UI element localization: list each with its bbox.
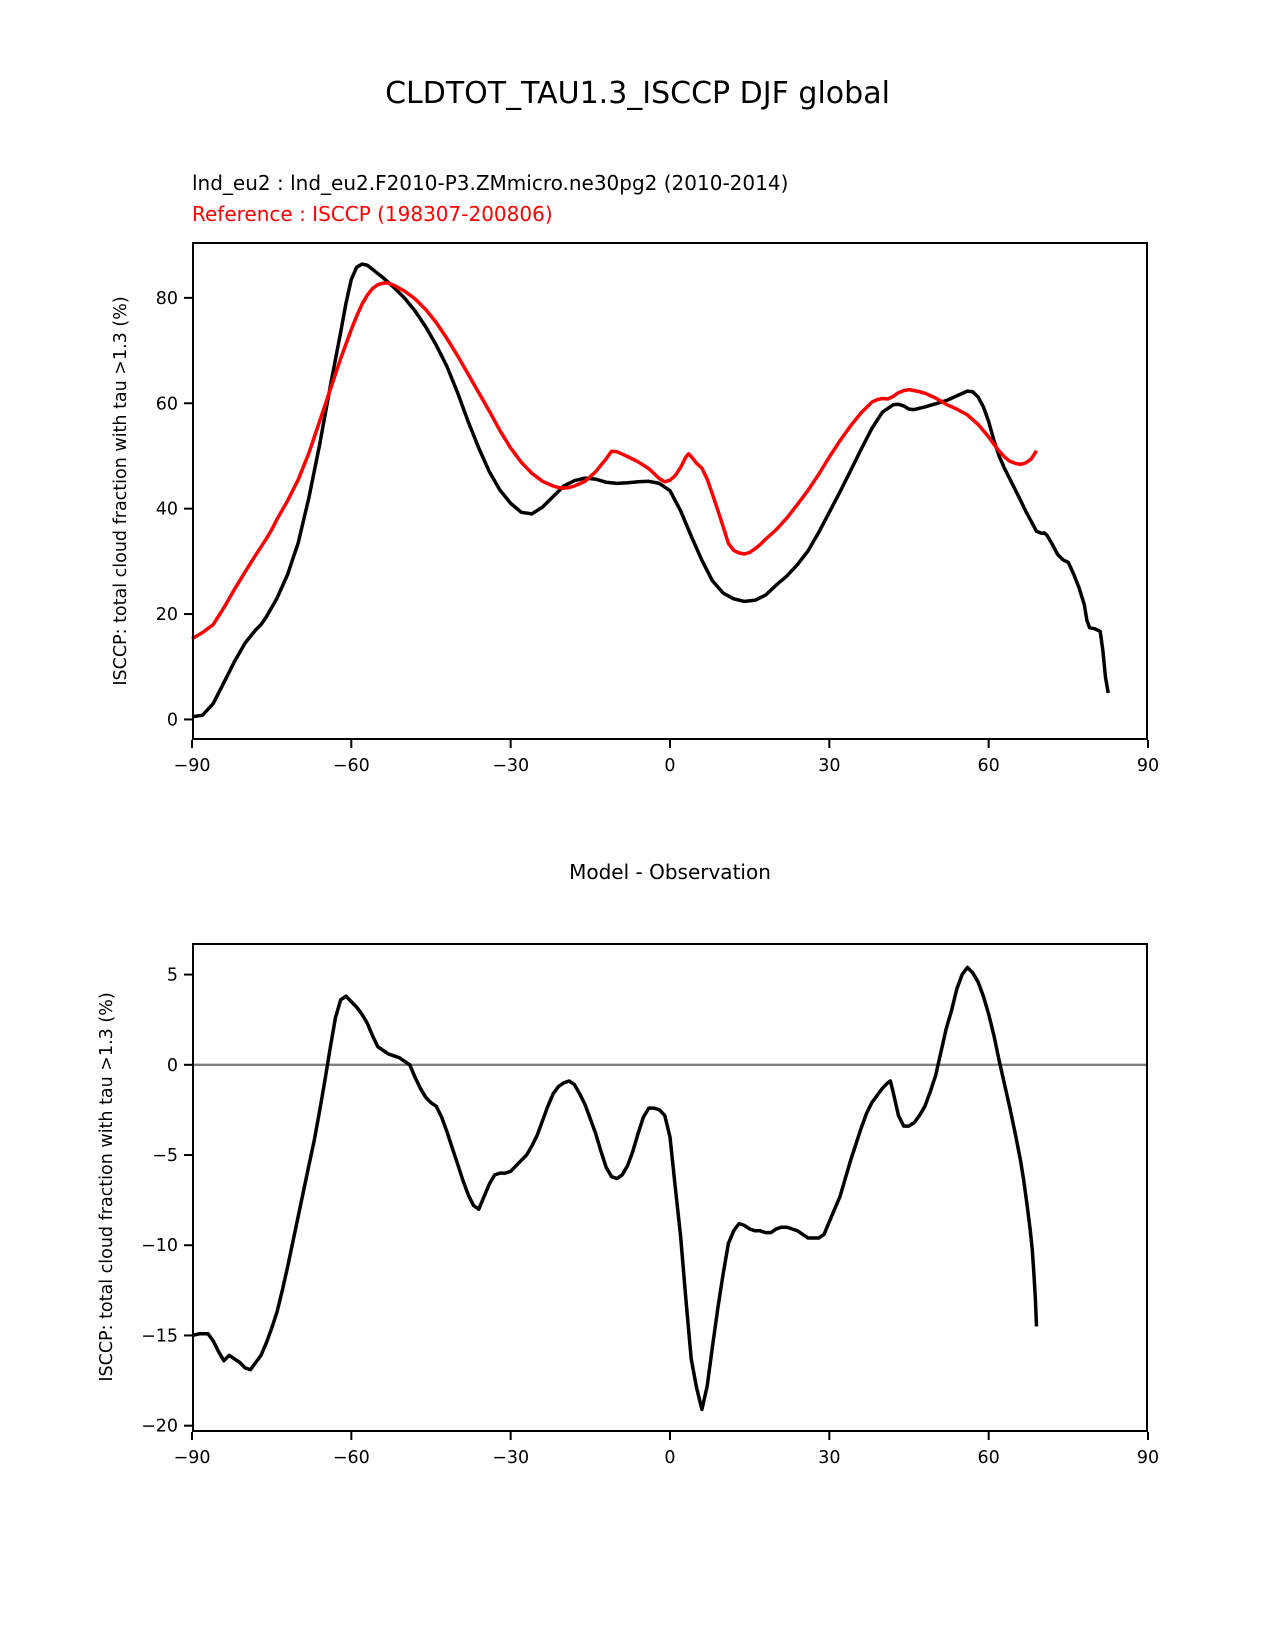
y-tick-label: 0	[166, 1055, 178, 1076]
y-tick-label: 80	[155, 288, 178, 309]
x-tick-label: −30	[492, 756, 530, 776]
y-tick-label: −15	[141, 1326, 178, 1347]
x-tick-label: 60	[977, 1448, 1000, 1468]
legend-reference-label: Reference : ISCCP (198307-200806)	[192, 202, 553, 226]
bottom-axes-canvas	[141, 943, 1160, 1468]
x-tick-label: −60	[332, 756, 370, 776]
legend-model-label: lnd_eu2 : lnd_eu2.F2010-P3.ZMmicro.ne30pg2 (2010-2014)	[192, 171, 789, 195]
series-line-0	[192, 967, 1037, 1409]
x-tick-label: −60	[332, 1448, 370, 1468]
y-tick-label: −5	[152, 1146, 178, 1167]
series-line-0	[192, 264, 1108, 717]
y-tick-label: −20	[141, 1416, 178, 1437]
bottom-y-axis-label: ISCCP: total cloud fraction with tau >1.3 (%)	[97, 992, 117, 1382]
x-tick-label: 90	[1136, 1448, 1160, 1468]
y-tick-label: 60	[155, 394, 178, 415]
top-y-axis-label: ISCCP: total cloud fraction with tau >1.3 (%)	[111, 296, 131, 686]
x-tick-label: 0	[664, 756, 676, 776]
x-tick-label: −90	[173, 1448, 211, 1468]
x-tick-label: −90	[173, 756, 211, 776]
y-tick-label: 20	[155, 605, 178, 626]
x-tick-label: −30	[492, 1448, 530, 1468]
x-tick-label: 90	[1136, 756, 1160, 776]
legend	[192, 168, 788, 230]
y-tick-label: −10	[141, 1236, 178, 1257]
y-tick-label: 5	[166, 965, 178, 986]
top-axes	[155, 242, 1160, 776]
series-line-1	[192, 283, 1037, 639]
y-tick-label: 40	[155, 499, 178, 520]
x-tick-label: 30	[818, 756, 841, 776]
figure-title: CLDTOT_TAU1.3_ISCCP DJF global	[385, 76, 890, 111]
x-tick-label: 0	[664, 1448, 676, 1468]
bottom-axes-title: Model - Observation	[569, 860, 771, 884]
x-tick-label: 30	[818, 1448, 841, 1468]
y-tick-label: 0	[166, 710, 178, 731]
bottom-axes	[141, 943, 1160, 1468]
x-tick-label: 60	[977, 756, 1000, 776]
top-axes-canvas	[155, 242, 1160, 776]
